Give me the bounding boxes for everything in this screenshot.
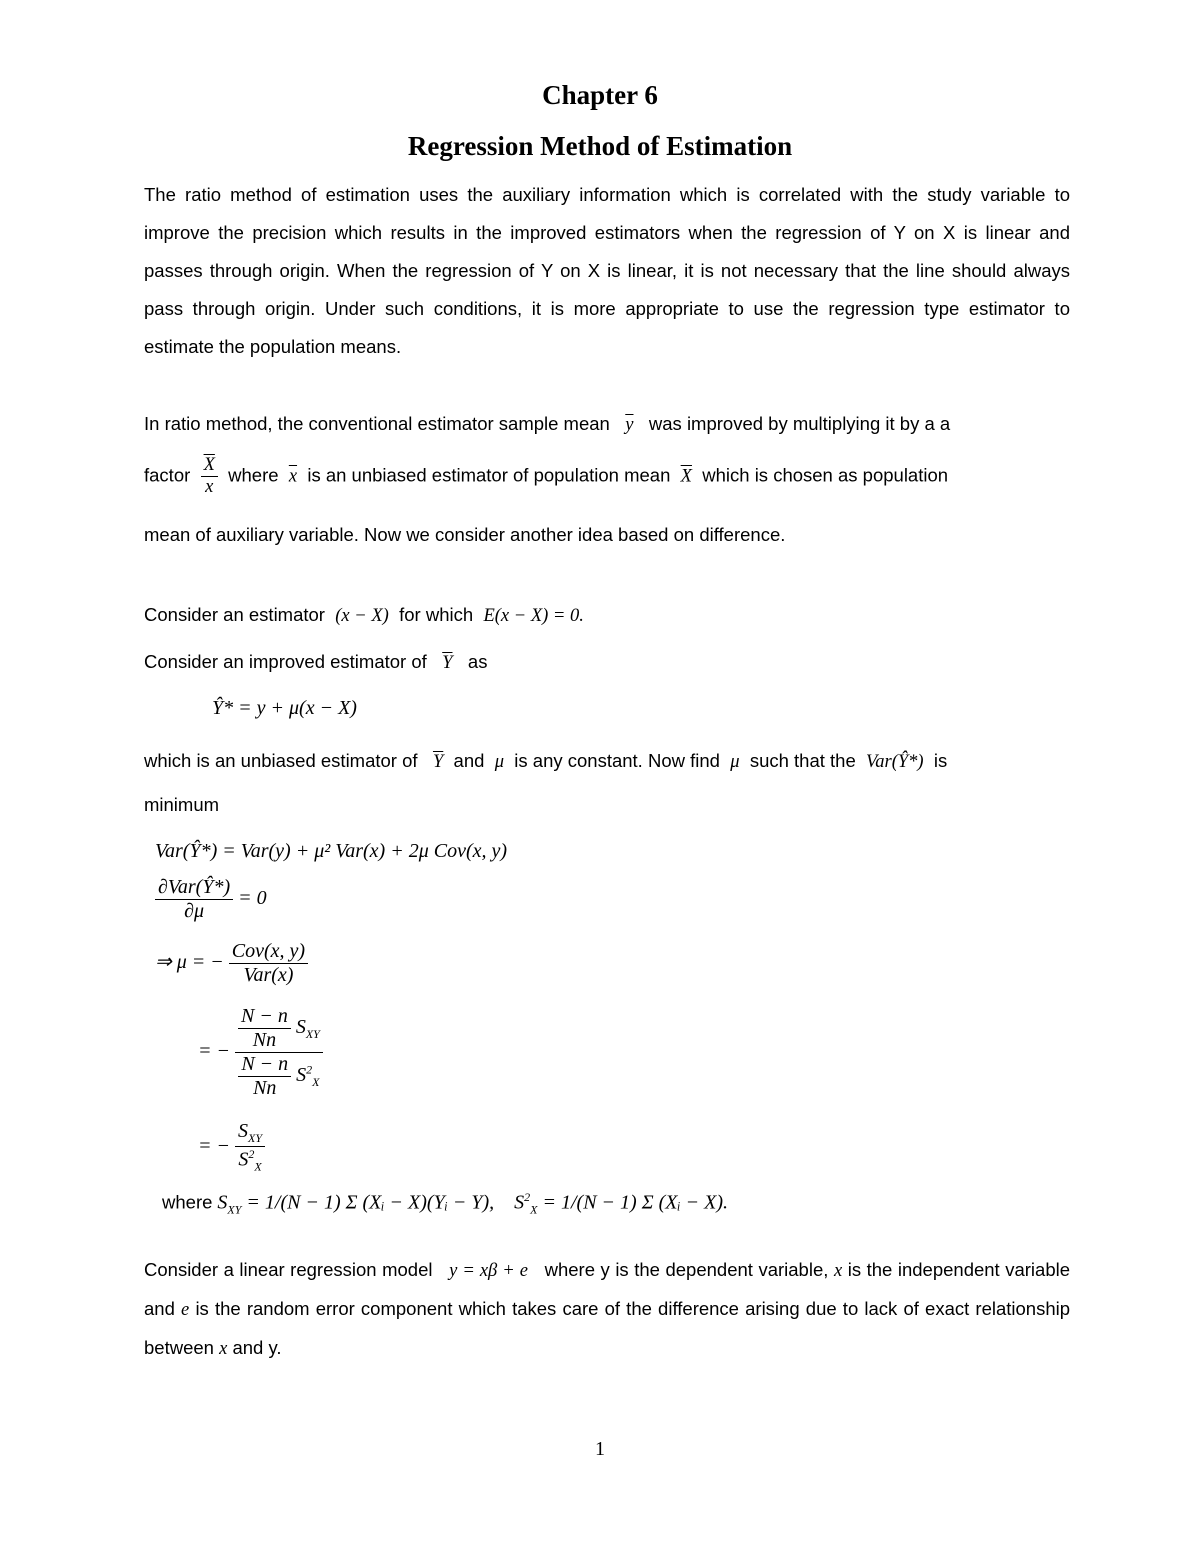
factor-fraction: $\frac{\overline{X}}{x}$ [201,455,218,498]
chapter-heading: Chapter 6 [542,80,658,110]
chapter-title: Regression Method of Estimation [407,131,793,161]
consider-estimator-line: Consider an estimator (x − X) for which E(x − X) = 0. [144,604,584,626]
page-number: 1 [595,1438,605,1460]
consider-improved-line: Consider an improved estimator of $\overline{Y}$ as [144,651,488,673]
derivative-equation: $\frac{\text{∂Var(Ŷ*)}}{\partial\mu}$ = 0 [155,876,267,923]
symbol-ybar: $\overline{y}$ [625,415,634,435]
variance-equation: Var(Ŷ*) = Var(y) + μ² Var(x) + 2μ Cov(x, y) [155,840,508,862]
minimum-word: minimum [144,794,220,815]
para2-line1: In ratio method, the conventional estimator sample mean $\overline{y}$ was improved by multiplying it by a a [144,413,951,435]
para2-line3: mean of auxiliary variable. Now we consider another idea based on difference. [144,524,786,545]
mu-final-equation: = − $\frac{S_{XY}}{S^2_X}$ [198,1120,265,1175]
estimator-equation: Ŷ* = y + μ(x − X) [212,697,357,719]
unbiased-line: which is an unbiased estimator of $\overline{Y}$ and μ is any constant. Now find μ such that the Var(Ŷ*) is [144,750,948,772]
mu-ratio-equation: = − $\frac{N - n}{Nn}$ $S_{XY}$ $\frac{N - n}{Nn}$ $S^2_X$ [198,1005,323,1100]
para2-line2: factor $\frac{\overline{X}}{x}$ where $\overline{x}$ is an unbiased estimator of population mean $\overline{X}$ which is chosen as population [144,455,949,497]
intro-paragraph: The ratio method of estimation uses the auxiliary information which is correlated with the study variable to improve the precision which results in the improved estimators when the regression of Y on X is linear and passes through origin. When the regression of Y on X is linear, it is not necessary that the line should always pass through origin. Under such conditions, it is more appropriate to use the regression type estimator to estimate the population means. [144,184,1070,357]
definitions-equation: where $S_{XY} = 1/(N - 1)$ Σ (Xᵢ − X)(Yᵢ − Y), $S^2_X = 1/(N - 1)$ Σ (Xᵢ − X). [162,1190,728,1217]
mu-equation: ⇒ μ = − $\frac{\text{Cov(x, y)}}{\text{Var(x)}}$ [155,940,308,987]
regression-model-paragraph: Consider a linear regression model y = xβ + e where y is the dependent variable, x is the independent variable and e is the random error component which takes care of the difference arising due to lack of exact relationship between x and y. [144,1259,1071,1359]
